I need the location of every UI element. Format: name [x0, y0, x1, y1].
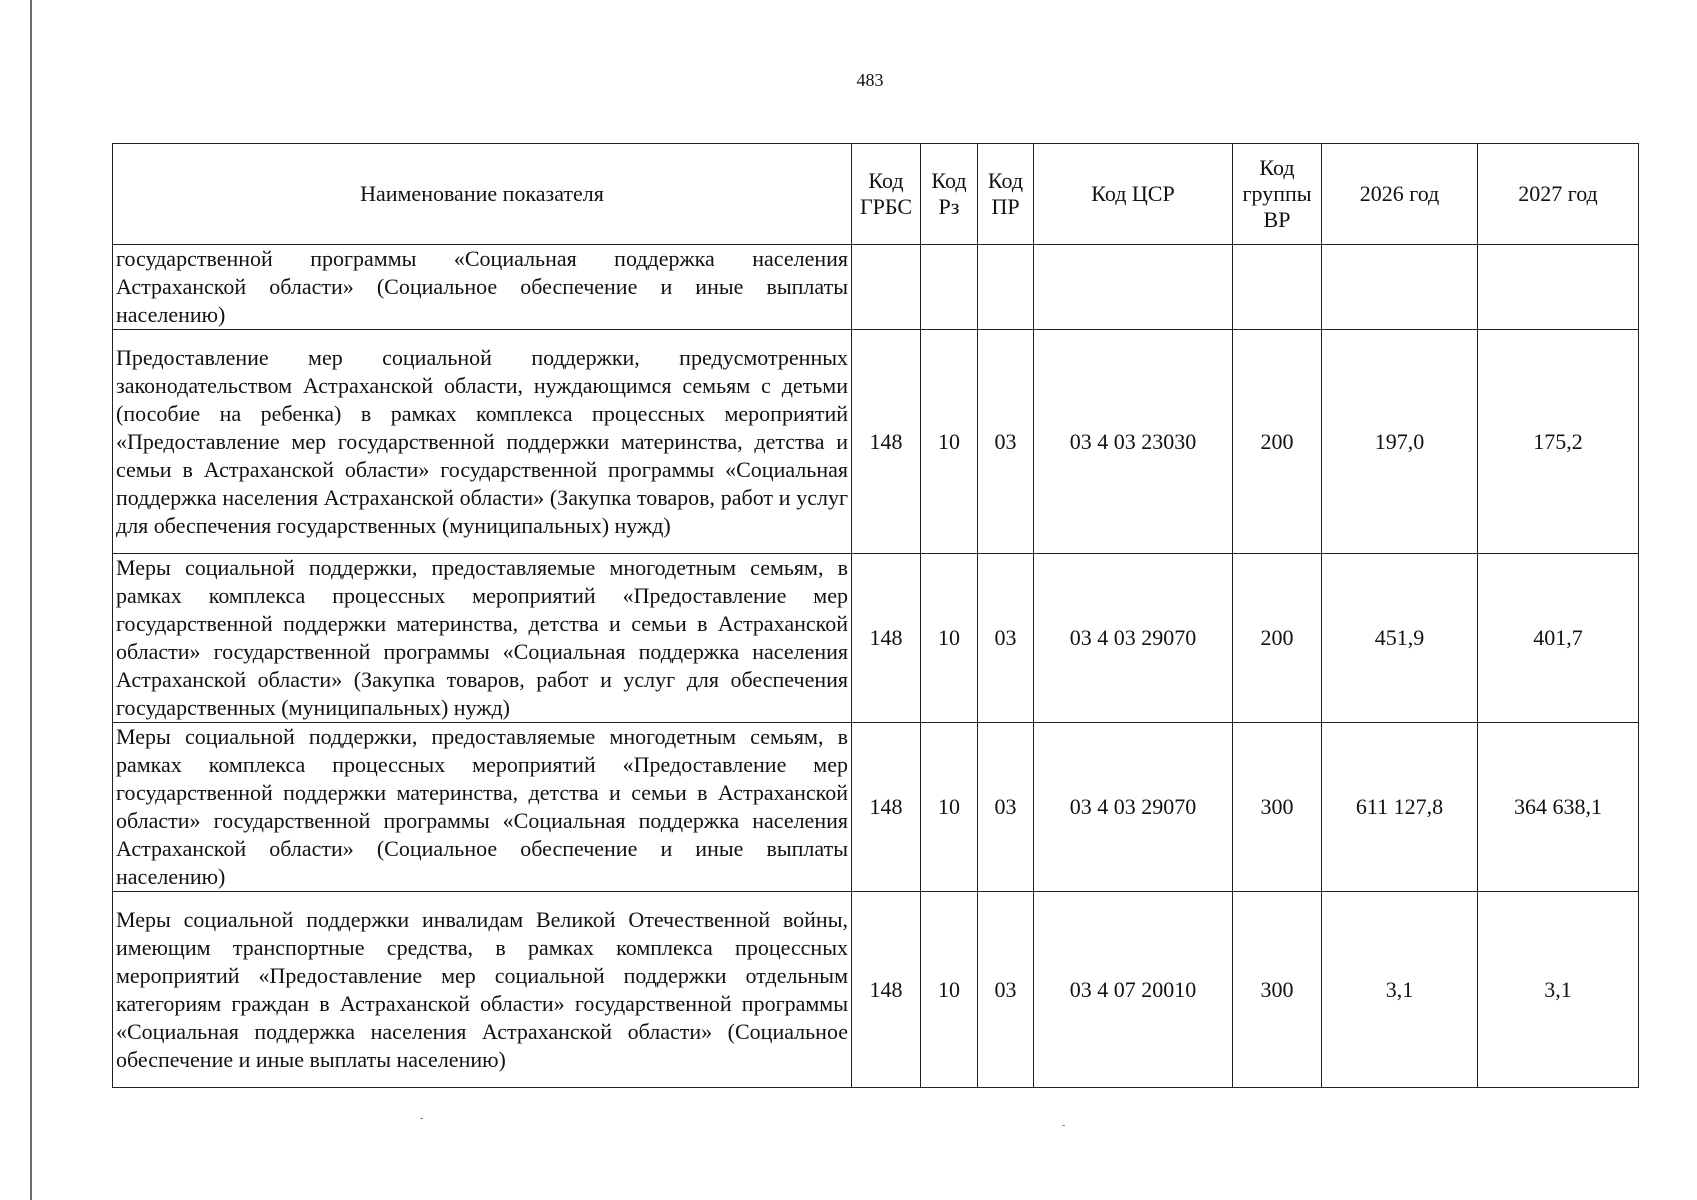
cell-vr: 200: [1233, 330, 1322, 554]
cell-pr: 03: [978, 892, 1034, 1088]
header-csr: Код ЦСР: [1034, 144, 1233, 245]
cell-grbs: 148: [852, 554, 921, 723]
cell-csr: 03 4 03 29070: [1034, 723, 1233, 892]
cell-2027: [1478, 245, 1639, 330]
header-pr: Код ПР: [978, 144, 1034, 245]
cell-rz: 10: [921, 554, 978, 723]
cell-csr: 03 4 03 29070: [1034, 554, 1233, 723]
cell-rz: 10: [921, 723, 978, 892]
cell-2027: 175,2: [1478, 330, 1639, 554]
scan-speck: [1062, 1125, 1065, 1126]
table-row: [113, 892, 1639, 1088]
table-row: [113, 554, 1639, 723]
header-rz: Код Рз: [921, 144, 978, 245]
cell-2027: 364 638,1: [1478, 723, 1639, 892]
cell-grbs: 148: [852, 723, 921, 892]
cell-csr: 03 4 03 23030: [1034, 330, 1233, 554]
cell-name: Предоставление мер социальной поддержки, предусмотренных законодательством Астраханской области, нуждающимся семьям с детьми (пособие на ребенка) в рамках комплекса процессных мероприятий «Предоставление мер государственной поддержки материнства, детства и семьи в Астраханской области» государственной программы «Социальная поддержка населения Астраханской области» (Закупка товаров, работ и услуг для обеспечения государственных (муниципальных) нужд): [113, 330, 852, 554]
table-header-row: [113, 144, 1639, 245]
cell-rz: [921, 245, 978, 330]
header-2027: 2027 год: [1478, 144, 1639, 245]
scan-speck: [420, 1118, 423, 1119]
header-vr: Код группы ВР: [1233, 144, 1322, 245]
table-row: [113, 723, 1639, 892]
cell-pr: 03: [978, 330, 1034, 554]
cell-pr: 03: [978, 723, 1034, 892]
cell-vr: 200: [1233, 554, 1322, 723]
scan-margin-line: [30, 0, 32, 1200]
cell-name: Меры социальной поддержки инвалидам Великой Отечественной войны, имеющим транспортные средства, в рамках комплекса процессных мероприятий «Предоставление мер социальной поддержки отдельным категориям граждан в Астраханской области» государственной программы «Социальная поддержка населения Астраханской области» (Социальное обеспечение и иные выплаты населению): [113, 892, 852, 1088]
cell-2026: 611 127,8: [1322, 723, 1478, 892]
cell-2026: [1322, 245, 1478, 330]
cell-2027: 3,1: [1478, 892, 1639, 1088]
cell-rz: 10: [921, 892, 978, 1088]
cell-pr: [978, 245, 1034, 330]
header-name: Наименование показателя: [113, 144, 852, 245]
cell-2026: 3,1: [1322, 892, 1478, 1088]
cell-pr: 03: [978, 554, 1034, 723]
table-row: [113, 245, 1639, 330]
cell-name: государственной программы «Социальная поддержка населения Астраханской области» (Социальное обеспечение и иные выплаты населению): [113, 245, 852, 330]
cell-grbs: [852, 245, 921, 330]
cell-vr: 300: [1233, 723, 1322, 892]
header-2026: 2026 год: [1322, 144, 1478, 245]
cell-vr: 300: [1233, 892, 1322, 1088]
header-grbs: Код ГРБС: [852, 144, 921, 245]
budget-table: [112, 143, 1639, 1088]
cell-2027: 401,7: [1478, 554, 1639, 723]
cell-csr: 03 4 07 20010: [1034, 892, 1233, 1088]
cell-name: Меры социальной поддержки, предоставляемые многодетным семьям, в рамках комплекса процессных мероприятий «Предоставление мер государственной поддержки материнства, детства и семьи в Астраханской области» государственной программы «Социальная поддержка населения Астраханской области» (Закупка товаров, работ и услуг для обеспечения государственных (муниципальных) нужд): [113, 554, 852, 723]
cell-vr: [1233, 245, 1322, 330]
cell-grbs: 148: [852, 892, 921, 1088]
cell-grbs: 148: [852, 330, 921, 554]
page-number: 483: [856, 70, 884, 90]
cell-2026: 451,9: [1322, 554, 1478, 723]
cell-name: Меры социальной поддержки, предоставляемые многодетным семьям, в рамках комплекса процессных мероприятий «Предоставление мер государственной поддержки материнства, детства и семьи в Астраханской области» государственной программы «Социальная поддержка населения Астраханской области» (Социальное обеспечение и иные выплаты населению): [113, 723, 852, 892]
cell-csr: [1034, 245, 1233, 330]
table-row: [113, 330, 1639, 554]
cell-rz: 10: [921, 330, 978, 554]
cell-2026: 197,0: [1322, 330, 1478, 554]
